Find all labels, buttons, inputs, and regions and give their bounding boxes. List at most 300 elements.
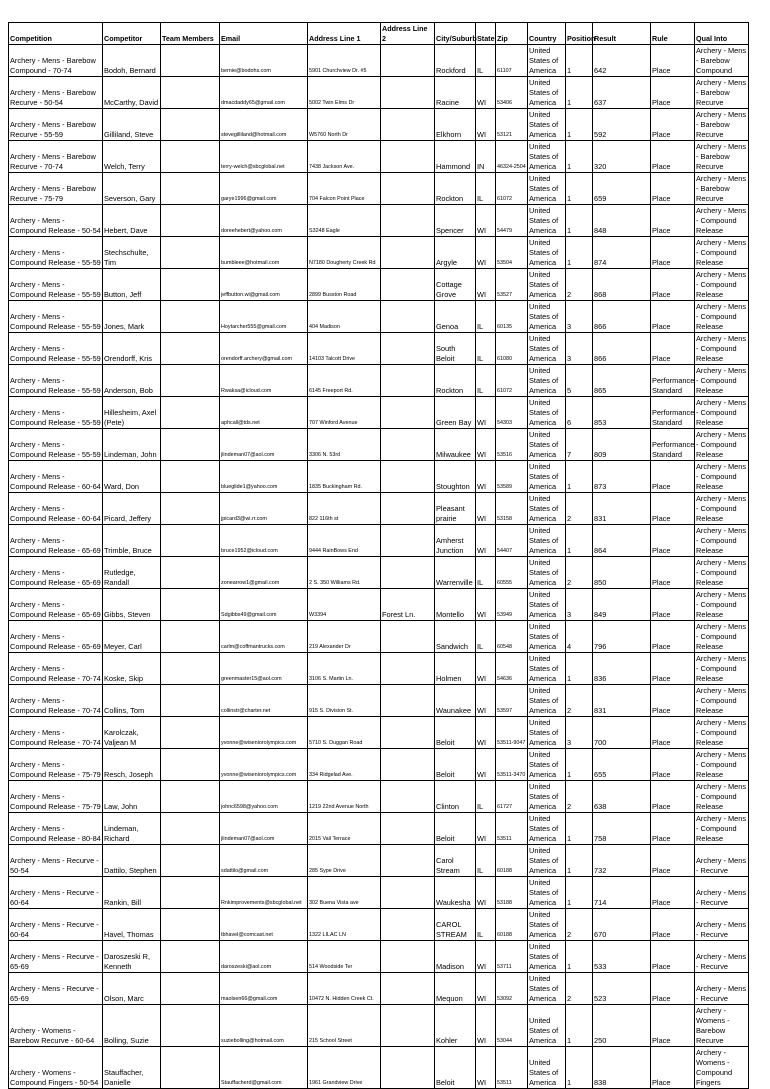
cell-email: aphcall@tds.net	[220, 397, 308, 429]
cell-rule: Place	[651, 717, 695, 749]
cell-qual-into: Archery - Mens - Compound Release	[695, 557, 749, 589]
cell-position: 3	[566, 717, 593, 749]
cell-result: 838	[593, 1047, 651, 1089]
cell-competition: Archery - Mens - Compound Release - 60-64	[9, 493, 103, 525]
cell-result: 868	[593, 269, 651, 301]
column-header-team-members: Team Members	[161, 23, 220, 45]
cell-zip: 61080	[496, 333, 528, 365]
cell-qual-into: Archery - Mens - Compound Release	[695, 461, 749, 493]
cell-address-line-2	[381, 429, 435, 461]
cell-state: WI	[476, 77, 496, 109]
cell-address-line-1: 2015 Vail Terrace	[308, 813, 381, 845]
cell-city: Spencer	[435, 205, 476, 237]
column-header-address-line-2: Address Line 2	[381, 23, 435, 45]
cell-email: johnc6598@yahoo.com	[220, 781, 308, 813]
cell-rule: Place	[651, 781, 695, 813]
cell-qual-into: Archery - Mens - Compound Release	[695, 717, 749, 749]
cell-rule: Place	[651, 77, 695, 109]
table-row	[9, 269, 749, 301]
cell-rule: Place	[651, 685, 695, 717]
cell-competitor: Gibbs, Steven	[103, 589, 161, 621]
cell-country: United States of America	[528, 877, 566, 909]
column-header-competition: Competition	[9, 23, 103, 45]
cell-competition: Archery - Mens - Barebow Recurve - 55-59	[9, 109, 103, 141]
cell-competitor: Karolczak, Valjean M	[103, 717, 161, 749]
cell-team-members	[161, 461, 220, 493]
cell-city: Mequon	[435, 973, 476, 1005]
cell-state: IL	[476, 621, 496, 653]
cell-zip: 54303	[496, 397, 528, 429]
cell-state: WI	[476, 653, 496, 685]
cell-result: 831	[593, 685, 651, 717]
cell-competitor: Ward, Don	[103, 461, 161, 493]
cell-state: WI	[476, 1005, 496, 1047]
cell-city: Holmen	[435, 653, 476, 685]
cell-team-members	[161, 365, 220, 397]
cell-address-line-1: 10472 N. Hidden Creek Ct.	[308, 973, 381, 1005]
cell-competitor: Hillesheim, Axel (Pete)	[103, 397, 161, 429]
cell-zip: 61072	[496, 173, 528, 205]
cell-rule: Place	[651, 941, 695, 973]
cell-state: WI	[476, 1047, 496, 1089]
cell-state: WI	[476, 493, 496, 525]
cell-city: Clinton	[435, 781, 476, 813]
cell-rule: Place	[651, 141, 695, 173]
cell-address-line-2	[381, 1005, 435, 1047]
table-row	[9, 685, 749, 717]
cell-result: 848	[593, 205, 651, 237]
cell-email: carlm@coffmantrucks.com	[220, 621, 308, 653]
cell-state: WI	[476, 717, 496, 749]
cell-position: 6	[566, 397, 593, 429]
cell-competitor: Trimble, Bruce	[103, 525, 161, 557]
table-row	[9, 237, 749, 269]
column-header-qual-into: Qual Into	[695, 23, 749, 45]
cell-zip: 53092	[496, 973, 528, 1005]
column-header-competitor: Competitor	[103, 23, 161, 45]
cell-position: 2	[566, 685, 593, 717]
cell-address-line-2	[381, 749, 435, 781]
cell-team-members	[161, 237, 220, 269]
cell-city: Racine	[435, 77, 476, 109]
cell-country: United States of America	[528, 909, 566, 941]
cell-position: 4	[566, 621, 593, 653]
cell-address-line-2	[381, 333, 435, 365]
cell-team-members	[161, 429, 220, 461]
cell-address-line-2	[381, 717, 435, 749]
cell-rule: Performance Standard	[651, 429, 695, 461]
cell-position: 7	[566, 429, 593, 461]
table-row	[9, 301, 749, 333]
cell-city: Kohler	[435, 1005, 476, 1047]
cell-result: 831	[593, 493, 651, 525]
cell-qual-into: Archery - Mens - Compound Release	[695, 653, 749, 685]
cell-state: WI	[476, 429, 496, 461]
table-row	[9, 141, 749, 173]
cell-competition: Archery - Womens - Barebow Recurve - 60-64	[9, 1005, 103, 1047]
cell-team-members	[161, 333, 220, 365]
cell-zip: 53516	[496, 429, 528, 461]
cell-team-members	[161, 845, 220, 877]
cell-state: IL	[476, 909, 496, 941]
cell-country: United States of America	[528, 45, 566, 77]
cell-zip: 60548	[496, 621, 528, 653]
cell-result: 864	[593, 525, 651, 557]
cell-competitor: Severson, Gary	[103, 173, 161, 205]
cell-team-members	[161, 621, 220, 653]
cell-result: 865	[593, 365, 651, 397]
cell-state: IL	[476, 333, 496, 365]
cell-city: Rockton	[435, 173, 476, 205]
table-row	[9, 77, 749, 109]
cell-position: 2	[566, 909, 593, 941]
table-row	[9, 973, 749, 1005]
table-row	[9, 525, 749, 557]
cell-rule: Place	[651, 525, 695, 557]
table-row	[9, 1047, 749, 1089]
cell-competitor: McCarthy, David	[103, 77, 161, 109]
cell-state: WI	[476, 589, 496, 621]
cell-state: IL	[476, 845, 496, 877]
cell-zip: 53711	[496, 941, 528, 973]
cell-zip: 54636	[496, 653, 528, 685]
cell-qual-into: Archery - Mens - Barebow Recurve	[695, 109, 749, 141]
cell-qual-into: Archery - Mens - Compound Release	[695, 269, 749, 301]
cell-state: IL	[476, 45, 496, 77]
cell-qual-into: Archery - Mens - Compound Release	[695, 781, 749, 813]
cell-position: 2	[566, 493, 593, 525]
cell-rule: Place	[651, 845, 695, 877]
cell-position: 1	[566, 45, 593, 77]
cell-city: Elkhorn	[435, 109, 476, 141]
cell-email: zonearrow1@gmail.com	[220, 557, 308, 589]
cell-position: 1	[566, 109, 593, 141]
cell-competition: Archery - Mens - Compound Release - 55-59	[9, 269, 103, 301]
cell-competitor: Dattilo, Stephen	[103, 845, 161, 877]
column-header-result: Result	[593, 23, 651, 45]
cell-country: United States of America	[528, 813, 566, 845]
cell-country: United States of America	[528, 237, 566, 269]
cell-qual-into: Archery - Mens - Compound Release	[695, 813, 749, 845]
cell-team-members	[161, 397, 220, 429]
cell-competitor: Hebert, Dave	[103, 205, 161, 237]
cell-competitor: Stauffacher, Danielle	[103, 1047, 161, 1089]
cell-address-line-2	[381, 173, 435, 205]
cell-state: WI	[476, 813, 496, 845]
cell-address-line-2	[381, 109, 435, 141]
cell-zip: 53511-3470	[496, 749, 528, 781]
cell-state: IL	[476, 301, 496, 333]
table-row	[9, 333, 749, 365]
cell-address-line-1: 14103 Talcott Drive	[308, 333, 381, 365]
cell-country: United States of America	[528, 365, 566, 397]
table-row	[9, 205, 749, 237]
cell-team-members	[161, 685, 220, 717]
cell-state: WI	[476, 461, 496, 493]
cell-competitor: Bolling, Suzie	[103, 1005, 161, 1047]
cell-competition: Archery - Mens - Compound Release - 55-59	[9, 237, 103, 269]
cell-email: orendorff.archery@gmail.com	[220, 333, 308, 365]
cell-address-line-1: W5760 North Dr	[308, 109, 381, 141]
cell-country: United States of America	[528, 685, 566, 717]
cell-competitor: Picard, Jeffery	[103, 493, 161, 525]
cell-competitor: Collins, Tom	[103, 685, 161, 717]
cell-competition: Archery - Mens - Recurve - 60-64	[9, 909, 103, 941]
cell-rule: Place	[651, 813, 695, 845]
cell-position: 1	[566, 1005, 593, 1047]
cell-country: United States of America	[528, 493, 566, 525]
cell-rule: Place	[651, 269, 695, 301]
cell-zip: 53044	[496, 1005, 528, 1047]
table-row	[9, 845, 749, 877]
cell-address-line-2	[381, 493, 435, 525]
cell-qual-into: Archery - Mens - Barebow Recurve	[695, 141, 749, 173]
cell-address-line-2	[381, 301, 435, 333]
cell-address-line-1: 514 Woodside Ter	[308, 941, 381, 973]
cell-country: United States of America	[528, 141, 566, 173]
cell-address-line-2: Forest Ln.	[381, 589, 435, 621]
cell-competitor: Law, John	[103, 781, 161, 813]
cell-competitor: Daroszeski R, Kenneth	[103, 941, 161, 973]
cell-address-line-1: 334 Ridgelad Ave.	[308, 749, 381, 781]
column-header-position: Position	[566, 23, 593, 45]
cell-country: United States of America	[528, 525, 566, 557]
cell-result: 320	[593, 141, 651, 173]
cell-result: 700	[593, 717, 651, 749]
cell-position: 3	[566, 589, 593, 621]
cell-address-line-2	[381, 205, 435, 237]
cell-competition: Archery - Mens - Barebow Recurve - 70-74	[9, 141, 103, 173]
cell-qual-into: Archery - Mens - Recurve	[695, 845, 749, 877]
cell-team-members	[161, 141, 220, 173]
cell-city: CAROL STREAM	[435, 909, 476, 941]
cell-zip: 53504	[496, 237, 528, 269]
cell-address-line-1: S3248 Eagle	[308, 205, 381, 237]
cell-position: 1	[566, 1047, 593, 1089]
cell-team-members	[161, 205, 220, 237]
cell-rule: Place	[651, 45, 695, 77]
cell-address-line-2	[381, 269, 435, 301]
cell-competition: Archery - Mens - Compound Release - 55-59	[9, 333, 103, 365]
cell-address-line-1: 3106 S. Martin Ln.	[308, 653, 381, 685]
cell-result: 655	[593, 749, 651, 781]
cell-email: bumbleee@hotmail.com	[220, 237, 308, 269]
table-row	[9, 429, 749, 461]
cell-team-members	[161, 109, 220, 141]
cell-city: Waunakee	[435, 685, 476, 717]
cell-city: Rockton	[435, 365, 476, 397]
cell-result: 642	[593, 45, 651, 77]
cell-position: 1	[566, 653, 593, 685]
cell-position: 3	[566, 301, 593, 333]
cell-city: South Beloit	[435, 333, 476, 365]
cell-rule: Place	[651, 205, 695, 237]
cell-team-members	[161, 173, 220, 205]
cell-team-members	[161, 877, 220, 909]
cell-zip: 53188	[496, 877, 528, 909]
cell-competition: Archery - Mens - Compound Release - 75-79	[9, 781, 103, 813]
cell-city: Waukesha	[435, 877, 476, 909]
cell-state: WI	[476, 749, 496, 781]
cell-address-line-2	[381, 653, 435, 685]
cell-result: 732	[593, 845, 651, 877]
table-row	[9, 877, 749, 909]
cell-address-line-2	[381, 525, 435, 557]
cell-email: jeffbutton.wi@gmail.com	[220, 269, 308, 301]
cell-team-members	[161, 557, 220, 589]
cell-address-line-2	[381, 1047, 435, 1089]
cell-address-line-1: 219 Alexander Dr	[308, 621, 381, 653]
cell-zip: 61107	[496, 45, 528, 77]
cell-competition: Archery - Mens - Compound Release - 70-74	[9, 685, 103, 717]
cell-email: suziebolling@hotmail.com	[220, 1005, 308, 1047]
cell-zip: 60188	[496, 845, 528, 877]
cell-competition: Archery - Mens - Compound Release - 55-59	[9, 365, 103, 397]
cell-rule: Place	[651, 493, 695, 525]
cell-city: Hammond	[435, 141, 476, 173]
cell-team-members	[161, 909, 220, 941]
cell-country: United States of America	[528, 301, 566, 333]
cell-rule: Place	[651, 973, 695, 1005]
cell-result: 866	[593, 301, 651, 333]
header-row	[9, 23, 749, 45]
cell-competition: Archery - Mens - Compound Release - 60-64	[9, 461, 103, 493]
cell-city: Carol Stream	[435, 845, 476, 877]
cell-zip: 53511	[496, 1047, 528, 1089]
cell-address-line-1: 9444 RainBows End	[308, 525, 381, 557]
cell-email: collinstr@charter.net	[220, 685, 308, 717]
cell-team-members	[161, 813, 220, 845]
cell-city: Beloit	[435, 717, 476, 749]
cell-address-line-2	[381, 781, 435, 813]
cell-rule: Place	[651, 909, 695, 941]
cell-address-line-2	[381, 845, 435, 877]
table-row	[9, 909, 749, 941]
column-header-rule: Rule	[651, 23, 695, 45]
cell-country: United States of America	[528, 397, 566, 429]
cell-zip: 53597	[496, 685, 528, 717]
cell-qual-into: Archery - Mens - Compound Release	[695, 333, 749, 365]
cell-country: United States of America	[528, 1005, 566, 1047]
cell-position: 1	[566, 461, 593, 493]
cell-city: Stoughton	[435, 461, 476, 493]
cell-competitor: Havel, Thomas	[103, 909, 161, 941]
cell-address-line-2	[381, 621, 435, 653]
cell-team-members	[161, 45, 220, 77]
cell-competitor: Koske, Skip	[103, 653, 161, 685]
cell-email: Stauffacherd@gmail.com	[220, 1047, 308, 1089]
cell-competition: Archery - Mens - Barebow Recurve - 75-79	[9, 173, 103, 205]
cell-country: United States of America	[528, 77, 566, 109]
cell-team-members	[161, 1005, 220, 1047]
cell-rule: Place	[651, 301, 695, 333]
cell-address-line-2	[381, 237, 435, 269]
cell-competition: Archery - Mens - Compound Release - 65-69	[9, 525, 103, 557]
table-row	[9, 109, 749, 141]
cell-email: bernie@bodohs.com	[220, 45, 308, 77]
cell-qual-into: Archery - Mens - Recurve	[695, 941, 749, 973]
cell-result: 638	[593, 781, 651, 813]
cell-competitor: Olson, Marc	[103, 973, 161, 1005]
table-row	[9, 493, 749, 525]
cell-address-line-1: 1219 22nd Avenue North	[308, 781, 381, 813]
cell-address-line-1: 7438 Jackson Ave.	[308, 141, 381, 173]
cell-state: WI	[476, 397, 496, 429]
cell-qual-into: Archery - Mens - Compound Release	[695, 589, 749, 621]
cell-result: 809	[593, 429, 651, 461]
cell-email: Hoytarcher555@gmail.com	[220, 301, 308, 333]
cell-address-line-2	[381, 973, 435, 1005]
cell-address-line-2	[381, 685, 435, 717]
cell-country: United States of America	[528, 621, 566, 653]
cell-email: jpicard3@wi.rr.com	[220, 493, 308, 525]
cell-qual-into: Archery - Mens - Compound Release	[695, 621, 749, 653]
cell-result: 523	[593, 973, 651, 1005]
cell-city: Argyle	[435, 237, 476, 269]
cell-rule: Place	[651, 237, 695, 269]
cell-city: Rockford	[435, 45, 476, 77]
cell-address-line-1: 215 School Street	[308, 1005, 381, 1047]
table-row	[9, 365, 749, 397]
cell-email: doreehebert@yahoo.com	[220, 205, 308, 237]
table-body	[9, 45, 749, 1089]
cell-position: 2	[566, 557, 593, 589]
cell-competitor: Rankin, Bill	[103, 877, 161, 909]
cell-zip: 60188	[496, 909, 528, 941]
cell-position: 3	[566, 333, 593, 365]
cell-qual-into: Archery - Mens - Barebow Compound	[695, 45, 749, 77]
cell-address-line-2	[381, 461, 435, 493]
cell-result: 873	[593, 461, 651, 493]
cell-address-line-2	[381, 877, 435, 909]
cell-city: Beloit	[435, 749, 476, 781]
cell-competitor: Bodoh, Bernard	[103, 45, 161, 77]
cell-competition: Archery - Womens - Compound Fingers - 50-54	[9, 1047, 103, 1089]
cell-country: United States of America	[528, 173, 566, 205]
table-row	[9, 749, 749, 781]
cell-address-line-2	[381, 397, 435, 429]
cell-rule: Place	[651, 557, 695, 589]
cell-rule: Performance Standard	[651, 365, 695, 397]
cell-state: IL	[476, 365, 496, 397]
cell-email: blueglide1@yahoo.com	[220, 461, 308, 493]
cell-competition: Archery - Mens - Compound Release - 70-74	[9, 717, 103, 749]
cell-rule: Place	[651, 653, 695, 685]
cell-competition: Archery - Mens - Recurve - 50-54	[9, 845, 103, 877]
cell-result: 758	[593, 813, 651, 845]
table-row	[9, 45, 749, 77]
cell-country: United States of America	[528, 205, 566, 237]
cell-country: United States of America	[528, 973, 566, 1005]
cell-competition: Archery - Mens - Barebow Compound - 70-74	[9, 45, 103, 77]
cell-position: 1	[566, 877, 593, 909]
table-row	[9, 717, 749, 749]
cell-state: IL	[476, 557, 496, 589]
cell-result: 670	[593, 909, 651, 941]
cell-state: WI	[476, 237, 496, 269]
cell-address-line-2	[381, 909, 435, 941]
cell-zip: 54479	[496, 205, 528, 237]
cell-competitor: Button, Jeff	[103, 269, 161, 301]
table-row	[9, 557, 749, 589]
cell-qual-into: Archery - Mens - Compound Release	[695, 429, 749, 461]
cell-zip: 53406	[496, 77, 528, 109]
cell-address-line-2	[381, 365, 435, 397]
cell-state: WI	[476, 205, 496, 237]
cell-state: WI	[476, 973, 496, 1005]
cell-city: Milwaukee	[435, 429, 476, 461]
cell-competition: Archery - Mens - Compound Release - 50-54	[9, 205, 103, 237]
